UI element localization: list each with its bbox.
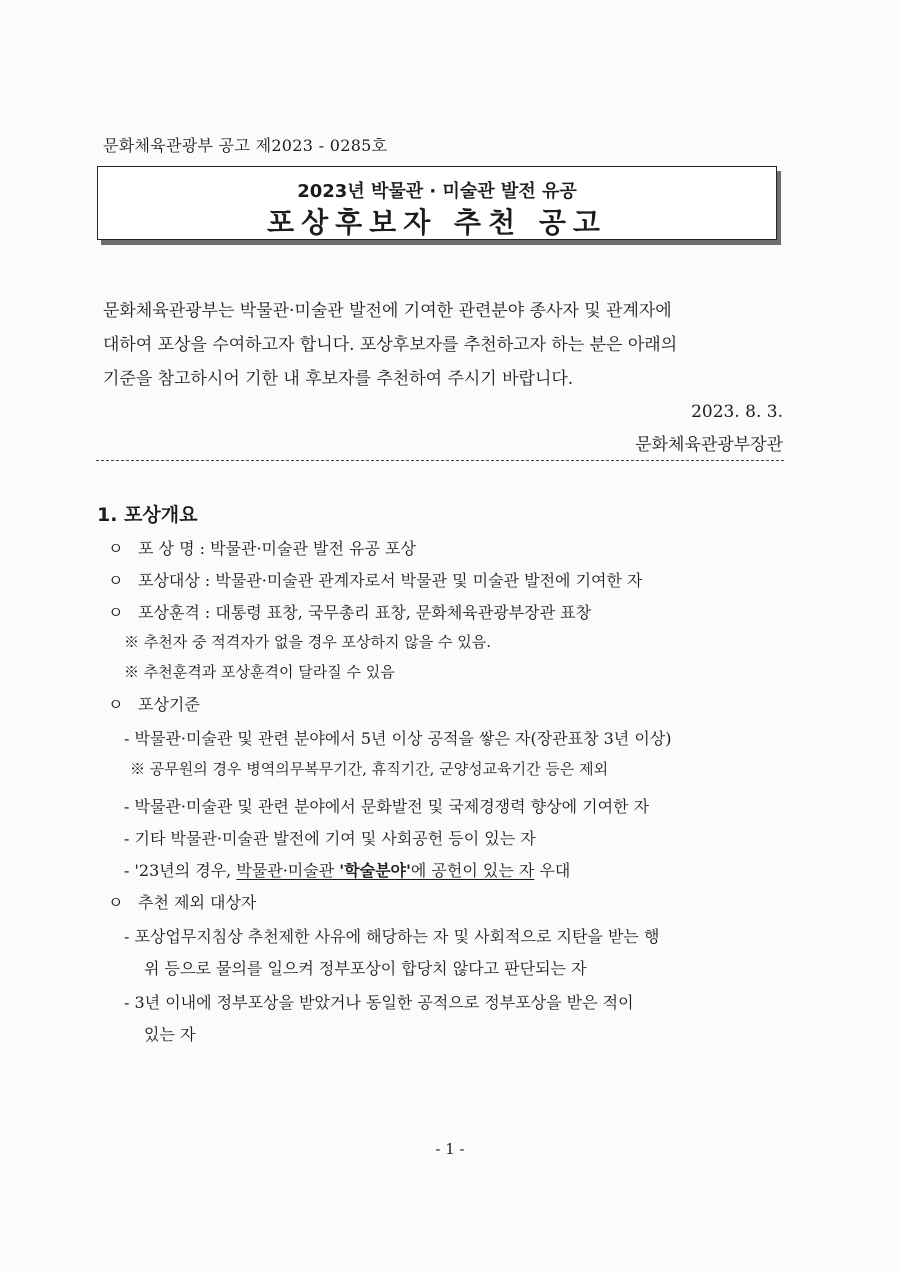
criteria-title: 포상기준 [138,695,200,714]
intro-line-3: 기준을 참고하시어 기한 내 후보자를 추천하여 주시기 바랍니다. [103,369,574,389]
bullet-symbol: ㅇ [108,695,124,714]
criteria-1-note: ※ 공무원의 경우 병역의무복무기간, 휴직기간, 군양성교육기간 등은 제외 [130,760,609,778]
title-line1: 2023년 박물관 · 미술관 발전 유공 [297,181,577,202]
criteria-2: - 박물관·미술관 및 관련 분야에서 문화발전 및 국제경쟁력 향상에 기여한 자 [124,797,650,816]
criteria-4-bold: '학술분야' [339,861,411,880]
award-target: 포상대상 : 박물관·미술관 관계자로서 박물관 및 미술관 발전에 기여한 자 [138,571,643,590]
criteria-4-underlined [236,861,534,880]
note-1: ※ 추천자 중 적격자가 없을 경우 포상하지 않을 수 있음. [124,633,491,651]
bullet-symbol: ㅇ [108,571,124,590]
award-grade: 포상훈격 : 대통령 표창, 국무총리 표창, 문화체육관광부장관 표창 [138,603,592,622]
exclusion-2-line2: 있는 자 [144,1025,196,1044]
notice-number: 문화체육관광부 공고 제2023 - 0285호 [103,136,388,155]
note-2: ※ 추천훈격과 포상훈격이 달라질 수 있음 [124,663,395,681]
award-name-item [108,536,416,559]
criteria-4-museum: 박물관·미술관 [236,861,340,880]
bullet-symbol: ㅇ [108,603,124,622]
bullet-symbol: ㅇ [108,539,124,558]
criteria-4-contrib: 에 공헌이 있는 자 [410,861,535,880]
page-number: - 1 - [435,1140,465,1158]
award-target-item [108,568,642,591]
dashed-divider [96,460,784,461]
exclusion-2-line1: - 3년 이내에 정부포상을 받았거나 동일한 공적으로 정부포상을 받은 적이 [124,993,634,1012]
exclusion-title: 추천 제외 대상자 [138,893,257,912]
exclusion-1-line1: - 포상업무지침상 추천제한 사유에 해당하는 자 및 사회적으로 지탄을 받는 행 [124,927,660,946]
page-title: 포상후보자 추천 공고 [267,206,607,239]
criteria-4-suffix: 우대 [534,861,571,880]
intro-line-1: 문화체육관광부는 박물관·미술관 발전에 기여한 관련분야 종사자 및 관계자에 [103,301,672,321]
criteria-3: - 기타 박물관·미술관 발전에 기여 및 사회공헌 등이 있는 자 [124,829,536,848]
award-grade-item [108,600,591,623]
award-name: 포 상 명 : 박물관·미술관 발전 유공 포상 [138,539,416,558]
bullet-symbol: ㅇ [108,893,124,912]
criteria-1: - 박물관·미술관 및 관련 분야에서 5년 이상 공적을 쌓은 자(장관표창 3년 이상) [124,729,672,748]
criteria-title-item [108,692,200,715]
intro-line-2: 대하여 포상을 수여하고자 합니다. 포상후보자를 추천하고자 하는 분은 아래의 [103,335,678,355]
exclusion-1-line2: 위 등으로 물의를 일으켜 정부포상이 합당치 않다고 판단되는 자 [144,959,587,978]
notice-date: 2023. 8. 3. [691,402,783,422]
criteria-4 [124,858,570,881]
issuer: 문화체육관광부장관 [635,435,783,455]
criteria-4-prefix: - '23년의 경우, [124,861,237,880]
title-box [97,166,777,240]
section-title: 1. 포상개요 [97,504,198,526]
exclusion-title-item [108,890,256,913]
